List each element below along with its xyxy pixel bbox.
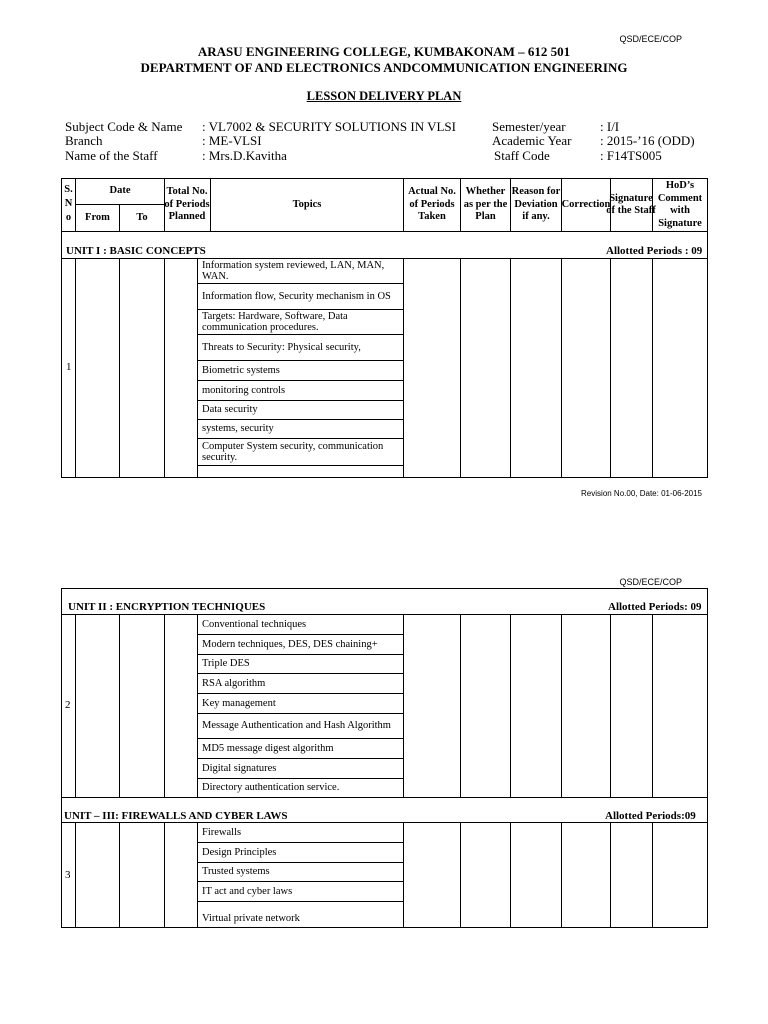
header-total-periods: Total No. of Periods Planned — [164, 186, 210, 223]
semester-label: Semester/year — [492, 119, 566, 134]
topic-row: Virtual private network — [202, 913, 300, 925]
header-correction: Correction — [561, 198, 611, 210]
staff-code-label: Staff Code — [494, 148, 550, 163]
unit-1-sno: 1 — [66, 361, 72, 373]
topic-row: Design Principles — [202, 846, 277, 858]
doc-code: QSD/ECE/COP — [619, 34, 682, 44]
plan-title: LESSON DELIVERY PLAN — [306, 89, 462, 103]
unit-3-sno: 3 — [65, 869, 71, 881]
header-actual-periods: Actual No. of Periods Taken — [408, 186, 456, 223]
topic-row: Targets: Hardware, Software, Data communication procedures. — [202, 310, 348, 333]
branch-value: : ME-VLSI — [202, 133, 262, 148]
unit-2-title: UNIT II : ENCRYPTION TECHNIQUES — [68, 601, 266, 613]
topic-row: Firewalls — [202, 826, 242, 838]
header-from: From — [85, 211, 110, 223]
unit-1-allotted: Allotted Periods : 09 — [606, 245, 703, 257]
topic-row: Trusted systems — [202, 866, 270, 878]
academic-year-label: Academic Year — [492, 133, 572, 148]
doc-code-page-2: QSD/ECE/COP — [619, 577, 682, 587]
topic-row: Information flow, Security mechanism in OS — [202, 290, 391, 302]
topic-row: Conventional techniques — [202, 618, 307, 630]
topic-row: IT act and cyber laws — [202, 885, 293, 897]
topic-row: Computer System security, communication security. — [202, 440, 384, 463]
header-date: Date — [109, 185, 131, 197]
topic-row: Message Authentication and Hash Algorithm — [202, 720, 391, 732]
branch-label: Branch — [65, 133, 103, 148]
header-to: To — [136, 211, 148, 223]
department-name: DEPARTMENT OF AND ELECTRONICS ANDCOMMUNICATION ENGINEERING — [140, 60, 628, 75]
staff-value: : Mrs.D.Kavitha — [202, 148, 287, 163]
topic-row: Key management — [202, 697, 276, 709]
unit-2-allotted: Allotted Periods: 09 — [608, 601, 702, 613]
unit-1-title: UNIT I : BASIC CONCEPTS — [66, 245, 206, 257]
staff-label: Name of the Staff — [65, 148, 158, 163]
header-reason-deviation: Reason for Deviation if any. — [511, 186, 561, 223]
header-hod-comment: HoD’s Comment with Signature — [657, 180, 703, 229]
topic-row: Biometric systems — [202, 364, 280, 376]
topic-row: RSA algorithm — [202, 677, 266, 689]
topic-row: Directory authentication service. — [202, 782, 340, 794]
unit-2-sno: 2 — [65, 699, 71, 711]
revision-info: Revision No.00, Date: 01-06-2015 — [581, 489, 702, 498]
topic-row: Information system reviewed, LAN, MAN, WAN. — [202, 259, 385, 282]
topic-row: monitoring controls — [202, 384, 286, 396]
topic-row: Data security — [202, 404, 258, 416]
staff-code-value: : F14TS005 — [600, 148, 662, 163]
header-signature: Signature of the Staff — [606, 192, 656, 216]
header-topics: Topics — [292, 198, 322, 210]
topic-row: systems, security — [202, 423, 274, 435]
header-sno-1: S. — [64, 183, 73, 195]
subject-value: : VL7002 & SECURITY SOLUTIONS IN VLSI — [202, 119, 456, 134]
topic-row: MD5 message digest algorithm — [202, 742, 334, 754]
header-sno-3: o — [65, 211, 72, 223]
topic-row: Triple DES — [202, 658, 250, 670]
header-whether-plan: Whether as per the Plan — [463, 186, 508, 223]
subject-label: Subject Code & Name — [65, 119, 183, 134]
unit-3-title: UNIT – III: FIREWALLS AND CYBER LAWS — [64, 810, 288, 822]
academic-year-value: : 2015-’16 (ODD) — [600, 133, 695, 148]
semester-value: : I/I — [600, 119, 620, 134]
topic-row: Modern techniques, DES, DES chaining+ — [202, 638, 378, 650]
topic-row: Threats to Security: Physical security, — [202, 341, 361, 353]
topic-row: Digital signatures — [202, 762, 277, 774]
header-sno-2: N — [64, 197, 73, 209]
unit-3-allotted: Allotted Periods:09 — [605, 810, 696, 822]
college-name: ARASU ENGINEERING COLLEGE, KUMBAKONAM – 612 501 — [197, 44, 571, 59]
